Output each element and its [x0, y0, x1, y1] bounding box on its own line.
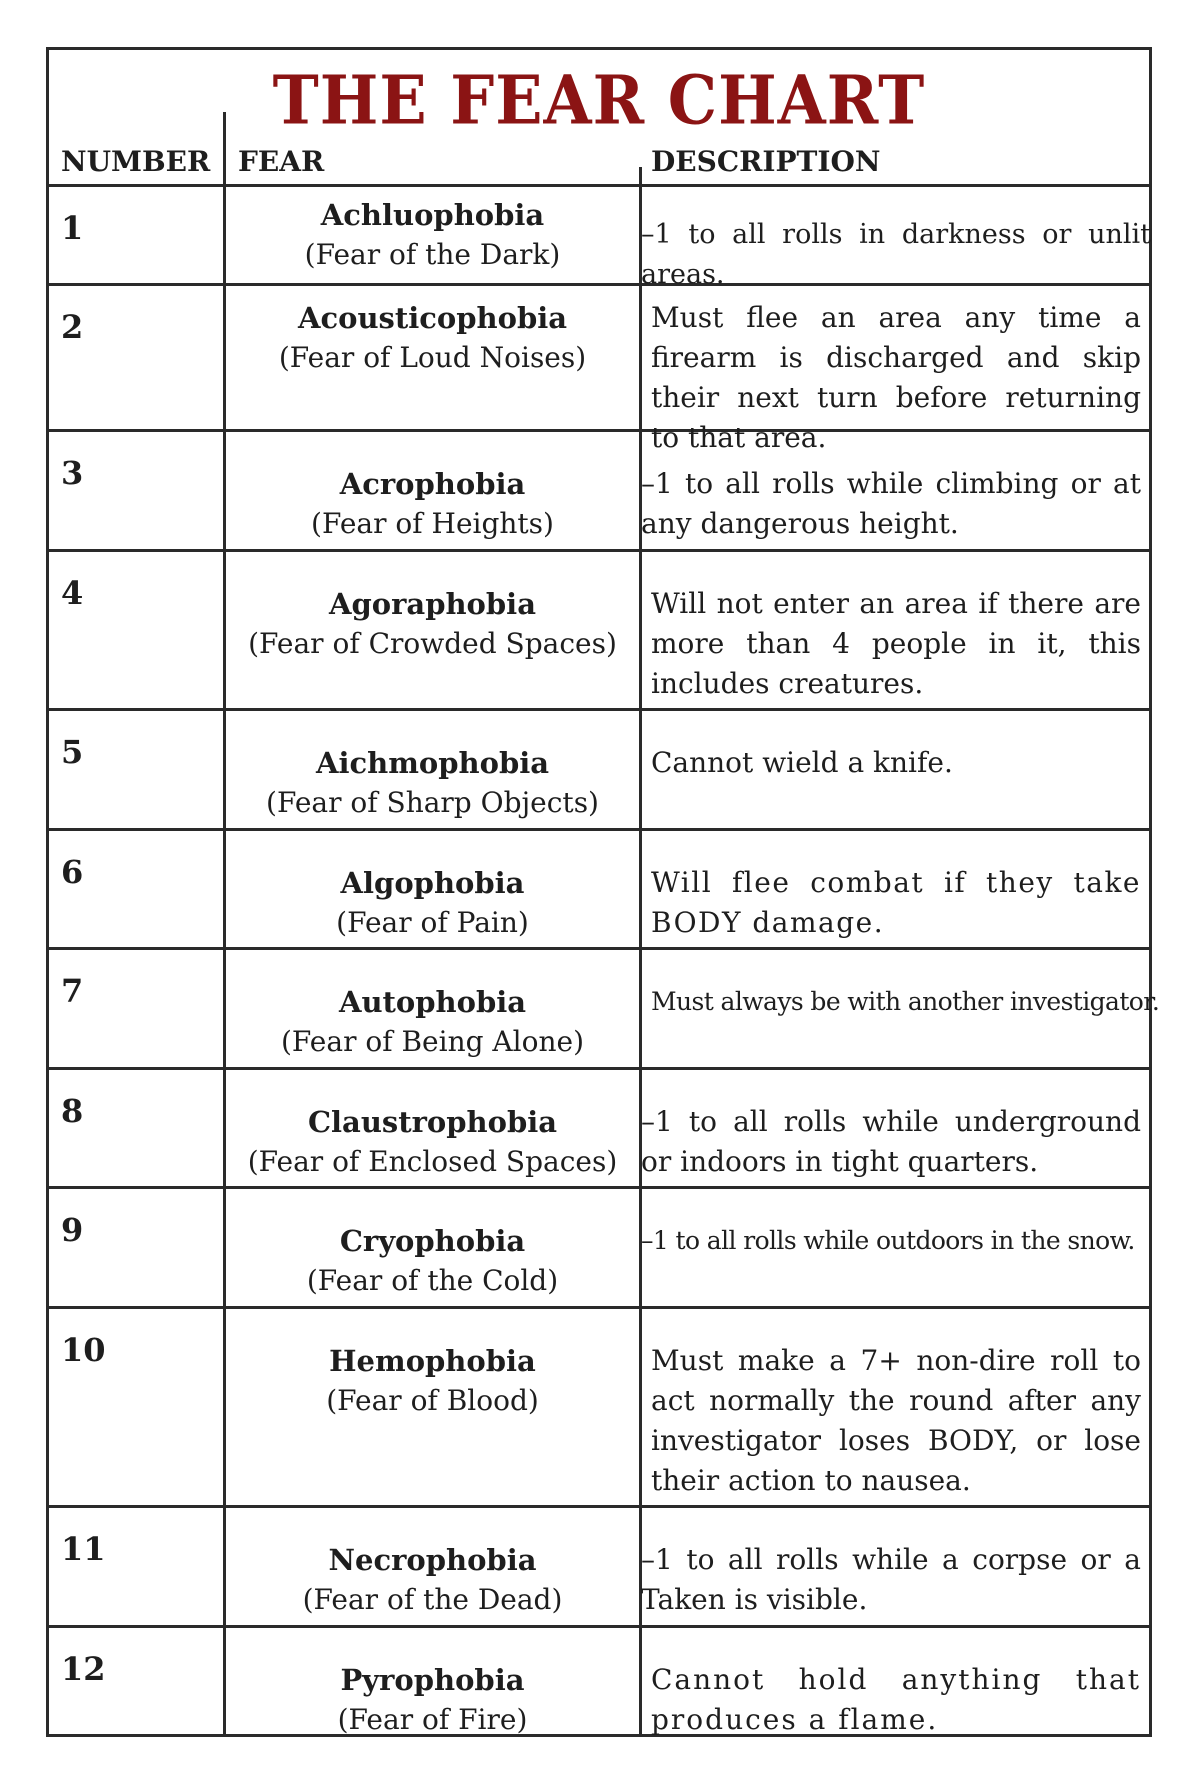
fear-name: Algophobia: [340, 866, 525, 900]
fear-subtitle: (Fear of the Dead): [302, 1583, 563, 1616]
fear-description: Cannot wield a knife.: [651, 746, 953, 779]
fear-subtitle: (Fear of Heights): [311, 507, 554, 540]
fear-name: Agoraphobia: [329, 587, 536, 621]
fear-number: 3: [61, 454, 84, 492]
fear-number: 12: [61, 1650, 106, 1688]
table-row: [49, 831, 1149, 947]
fear-name: Pyrophobia: [340, 1663, 525, 1697]
table-row: [49, 286, 1149, 454]
fear-number: 6: [61, 853, 84, 891]
fear-description: Must flee an area any time a firearm is discharged and skip their next turn before returning to that area.: [651, 301, 1141, 454]
fear-name: Aichmophobia: [315, 746, 550, 780]
fear-cell: [226, 1540, 639, 1620]
fear-name: Achluophobia: [320, 198, 545, 232]
fear-description: Will flee combat if they take BODY damage.: [651, 866, 1141, 939]
table-row: [49, 1508, 1149, 1625]
fear-subtitle: (Fear of Being Alone): [280, 1025, 584, 1058]
fear-description: –1 to all rolls in darkness or unlit areas.: [641, 219, 1151, 290]
fear-number: 9: [61, 1211, 84, 1249]
fear-name: Cryophobia: [339, 1224, 526, 1258]
fear-name: Claustrophobia: [307, 1105, 558, 1139]
fear-subtitle: (Fear of the Dark): [304, 238, 561, 271]
fear-chart-table: [46, 47, 1160, 1737]
fear-name: Hemophobia: [329, 1344, 536, 1378]
table-row: [49, 711, 1149, 828]
fear-cell: [226, 1341, 639, 1421]
fear-name: Acrophobia: [339, 467, 526, 501]
chart-title: THE FEAR CHART: [272, 61, 926, 140]
fear-cell: [226, 1102, 639, 1182]
fear-cell: [226, 464, 639, 544]
fear-number: 4: [61, 574, 84, 612]
fear-description: –1 to all rolls while climbing or at any dangerous height.: [641, 467, 1141, 540]
fear-name: Autophobia: [338, 985, 527, 1019]
fear-cell: [226, 1221, 639, 1301]
fear-description: –1 to all rolls while underground or indoors in tight quarters.: [641, 1105, 1141, 1178]
fear-description: Will not enter an area if there are more than 4 people in it, this includes creatures.: [651, 587, 1141, 700]
header-number: NUMBER: [61, 145, 211, 178]
table-row: [49, 552, 1149, 708]
fear-subtitle: (Fear of Sharp Objects): [266, 786, 599, 819]
header-description: DESCRIPTION: [651, 145, 881, 178]
fear-description: Must make a 7+ non-dire roll to act normally the round after any investigator loses BODY, or lose their action to nausea.: [651, 1344, 1141, 1497]
table-row: [49, 1189, 1149, 1306]
fear-cell: [226, 298, 639, 378]
fear-cell: [226, 584, 639, 664]
header-fear: FEAR: [238, 145, 325, 178]
fear-subtitle: (Fear of the Cold): [306, 1264, 559, 1297]
fear-number: 5: [61, 733, 84, 771]
table-row: [49, 187, 1151, 290]
table-row: [49, 1070, 1149, 1186]
fear-subtitle: (Fear of Crowded Spaces): [248, 627, 617, 660]
fear-number: 1: [61, 209, 84, 247]
fear-name: Necrophobia: [328, 1543, 537, 1577]
fear-cell: [226, 1660, 639, 1740]
fear-subtitle: (Fear of Blood): [326, 1384, 539, 1417]
fear-subtitle: (Fear of Enclosed Spaces): [247, 1145, 618, 1178]
fear-description: –1 to all rolls while a corpse or a Taken is visible.: [641, 1543, 1141, 1616]
table-row: [49, 1628, 1149, 1737]
fear-cell: [226, 743, 639, 823]
fear-description: Cannot hold anything that produces a flame.: [651, 1663, 1141, 1736]
fear-number: 2: [61, 308, 84, 346]
fear-description: –1 to all rolls while outdoors in the snow.: [641, 1226, 1135, 1255]
table-row: [49, 950, 1160, 1067]
fear-subtitle: (Fear of Pain): [336, 906, 529, 939]
fear-cell: [226, 195, 639, 275]
fear-number: 7: [61, 972, 84, 1010]
fear-subtitle: (Fear of Fire): [337, 1703, 528, 1736]
fear-name: Acousticophobia: [297, 301, 568, 335]
fear-subtitle: (Fear of Loud Noises): [278, 341, 587, 374]
fear-cell: [226, 982, 639, 1062]
fear-number: 8: [61, 1092, 84, 1130]
fear-number: 11: [61, 1530, 106, 1568]
table-row: [49, 1309, 1149, 1505]
fear-description: Must always be with another investigator.: [651, 987, 1160, 1016]
table-row: [49, 432, 1149, 549]
fear-number: 10: [61, 1331, 106, 1369]
fear-cell: [226, 863, 639, 943]
